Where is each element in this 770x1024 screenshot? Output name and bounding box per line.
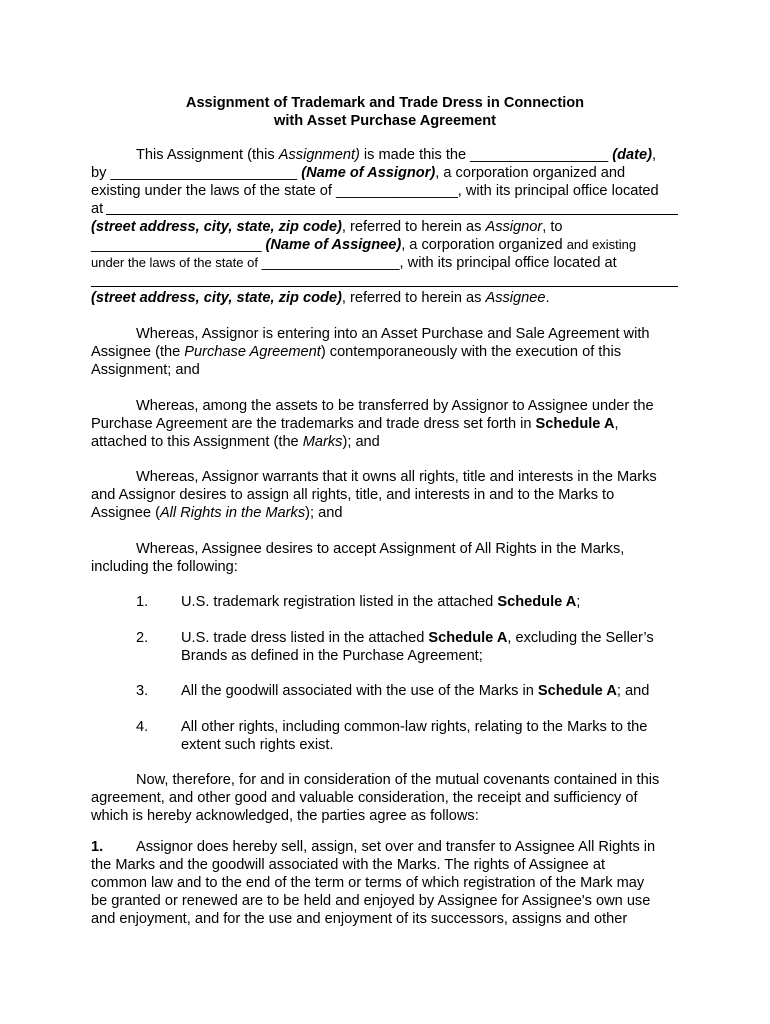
now-line-1: Now, therefore, for and in consideration of the mutual covenants contained in this (136, 772, 660, 788)
list-item-text: U.S. trade dress listed in the attached Schedule A, excluding the Seller’s (181, 630, 654, 646)
section-1-line-4: be granted or renewed are to be held and enjoyed by Assignee for Assignee's own use (91, 893, 651, 909)
whereas-4-line-2: including the following: (91, 559, 238, 575)
list-item-text-cont: extent such rights exist. (181, 737, 334, 753)
list-item-text-cont: Brands as defined in the Purchase Agreement; (181, 648, 483, 664)
section-1-line-2: the Marks and the goodwill associated with the Marks. The rights of Assignee at (91, 857, 606, 873)
doc-title-line-1: Assignment of Trademark and Trade Dress in Connection (185, 95, 585, 111)
list-item-number: 4. (136, 719, 149, 735)
intro-line-2: by _______________________ (Name of Assignor), a corporation organized and (91, 165, 626, 181)
list-item-number: 2. (136, 630, 149, 646)
intro-line-1: This Assignment (this Assignment) is made this the _________________ (date), (136, 147, 657, 163)
whereas-1-line-1: Whereas, Assignor is entering into an Asset Purchase and Sale Agreement with (136, 326, 650, 342)
intro-line-9: (street address, city, state, zip code), referred to herein as Assignee. (91, 290, 550, 306)
list-item-number: 1. (136, 594, 149, 610)
whereas-1-line-3: Assignment; and (91, 362, 200, 378)
whereas-1-line-2: Assignee (the Purchase Agreement) contemporaneously with the execution of this (91, 344, 622, 360)
intro-line-6: _____________________ (Name of Assignee), a corporation organized and existing (91, 237, 637, 253)
intro-line-7: under the laws of the state of _________________, with its principal office located at (91, 255, 617, 271)
list-item-number: 3. (136, 683, 149, 699)
intro-line-5: (street address, city, state, zip code), referred to herein as Assignor, to (91, 219, 563, 235)
doc-title-line-2: with Asset Purchase Agreement (274, 113, 496, 129)
intro-line-3: existing under the laws of the state of _______________, with its principal office located (91, 183, 659, 199)
list-item-text: All the goodwill associated with the use of the Marks in Schedule A; and (181, 683, 650, 699)
now-line-2: agreement, and other good and valuable consideration, the receipt and sufficiency of (91, 790, 638, 806)
blank-rule (91, 286, 678, 287)
whereas-2-line-1: Whereas, among the assets to be transferred by Assignor to Assignee under the (136, 398, 654, 414)
list-item-text: U.S. trademark registration listed in the attached Schedule A; (181, 594, 581, 610)
section-1-line-1: Assignor does hereby sell, assign, set over and transfer to Assignee All Rights in (136, 839, 656, 855)
whereas-3-line-2: and Assignor desires to assign all rights, title, and interests in and to the Marks to (91, 487, 615, 503)
intro-line-4: at (91, 201, 104, 217)
whereas-2-line-3: attached to this Assignment (the Marks); and (91, 434, 380, 450)
whereas-3-line-1: Whereas, Assignor warrants that it owns all rights, title and interests in the Marks (136, 469, 657, 485)
blank-rule (106, 214, 678, 215)
section-1-line-5: and enjoyment, and for the use and enjoyment of its successors, assigns and other (91, 911, 628, 927)
now-line-3: which is hereby acknowledged, the parties agree as follows: (91, 808, 479, 824)
whereas-3-line-3: Assignee (All Rights in the Marks); and (91, 505, 343, 521)
section-1-line-3: common law and to the end of the term or terms of which registration of the Mark may (91, 875, 645, 891)
whereas-2-line-2: Purchase Agreement are the trademarks and trade dress set forth in Schedule A, (91, 416, 619, 432)
section-1-number: 1. (91, 839, 104, 855)
whereas-4-line-1: Whereas, Assignee desires to accept Assignment of All Rights in the Marks, (136, 541, 625, 557)
list-item-text: All other rights, including common-law rights, relating to the Marks to the (181, 719, 648, 735)
